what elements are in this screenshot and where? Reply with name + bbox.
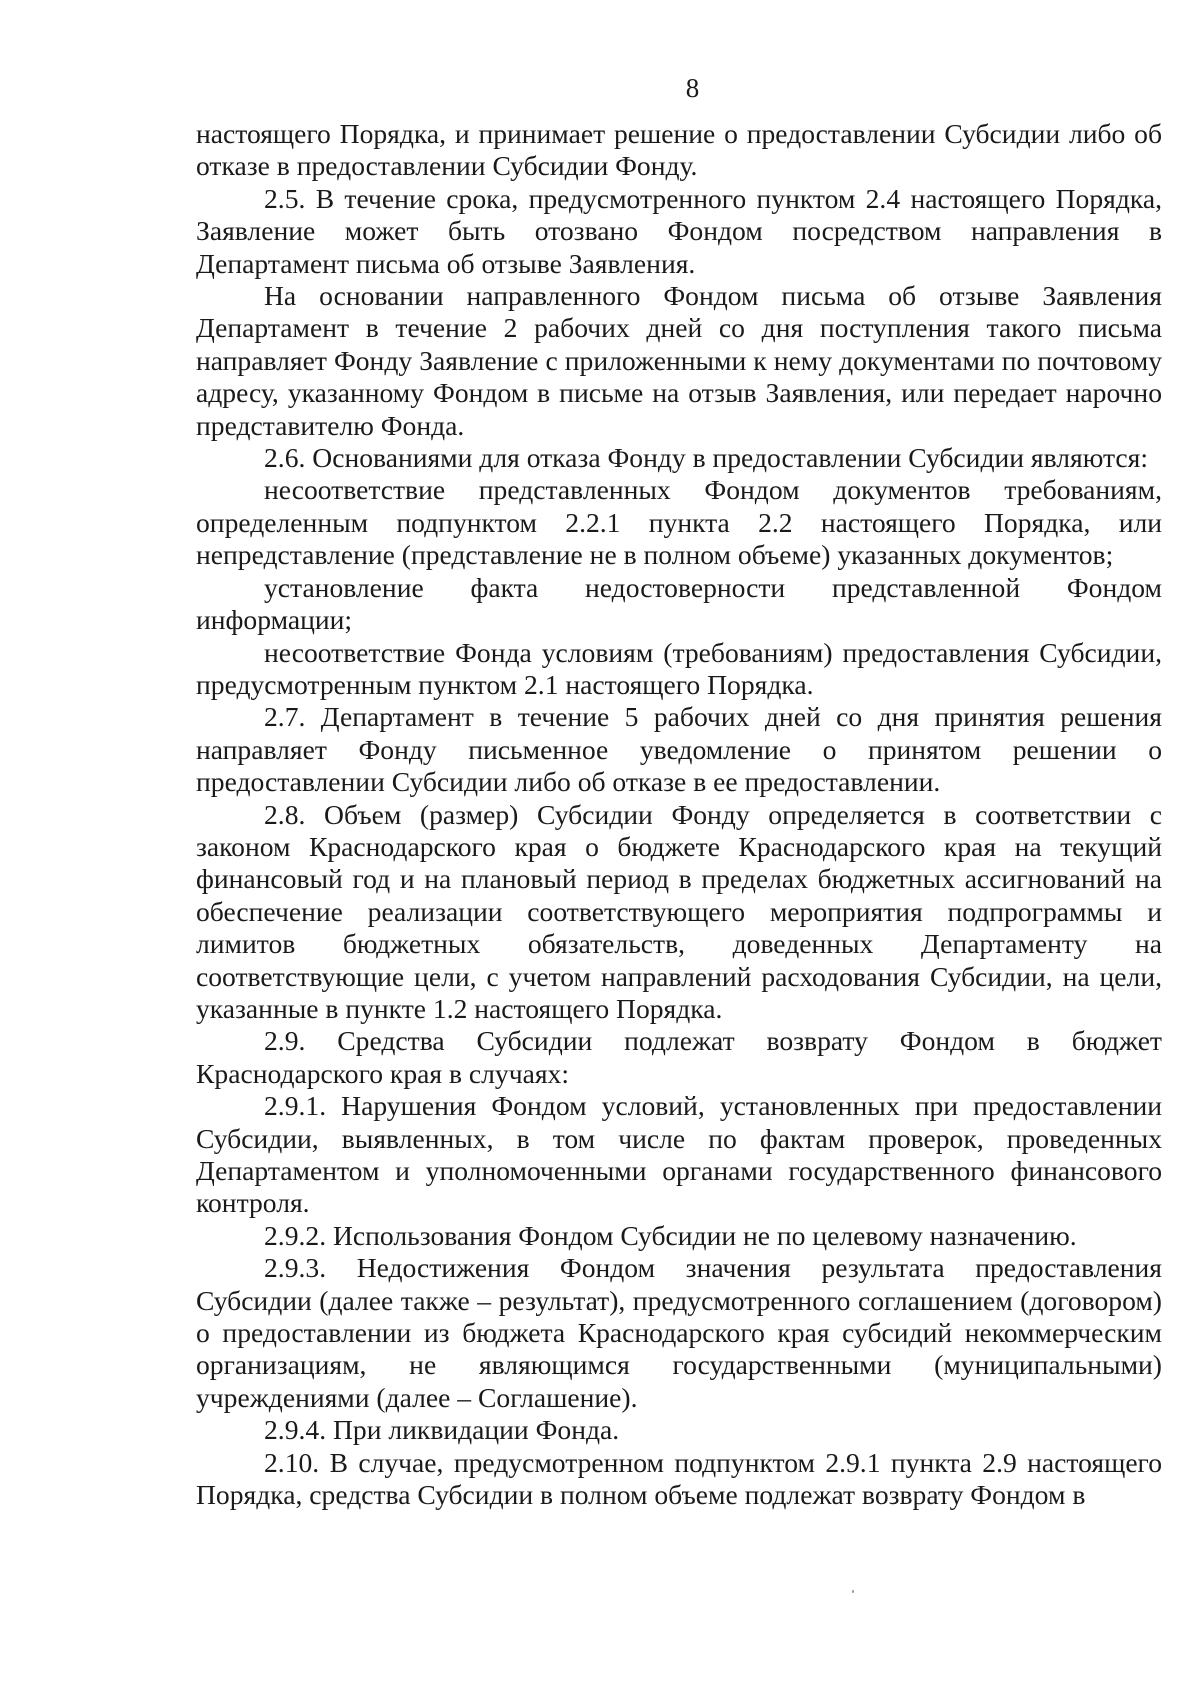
paragraph-withdrawal: На основании направленного Фондом письма об отзыве Заявления Департамент в течение 2 рабочих дней со дня поступления такого письма направляет Фонду Заявление с приложенными к нему документами по почтовому адресу, указанному Фондом в письме на отзыв Заявления, или передает нарочно представителю Фонда.: [196, 280, 1162, 441]
paragraph-2-8: 2.8. Объем (размер) Субсидии Фонду определяется в соответствии с законом Краснодарского края о бюджете Краснодарского края на текущий финансовый год и на плановый период в пределах бюджетных ассигнований на обеспечение реализации соответствующего мероприятия подпрограммы и лимитов бюджетных обязательств, доведенных Департаменту на соответствующие цели, с учетом направлений расходования Субсидии, на цели, указанные в пункте 1.2 настоящего Порядка.: [196, 798, 1162, 1024]
paragraph-2-9-2: 2.9.2. Использования Фондом Субсидии не по целевому назначению.: [264, 1219, 1077, 1251]
paragraph-2-7: 2.7. Департамент в течение 5 рабочих дней со дня принятия решения направляет Фонду письменное уведомление о принятом решении о предоставлении Субсидии либо об отказе в ее предоставлении.: [196, 701, 1162, 798]
paragraph-continuation: настоящего Порядка, и принимает решение о предоставлении Субсидии либо об отказе в предоставлении Субсидии Фонду.: [196, 118, 1162, 182]
list-item-unreliable-info: установление факта недостоверности представленной Фондом информации;: [196, 571, 1162, 636]
scan-speck: [852, 1590, 854, 1593]
list-item-nonconformity-documents: несоответствие представленных Фондом документов требованиям, определенным подпунктом 2.2.1 пункта 2.2 настоящего Порядка, или непредставление (представление не в полном объеме) указанных документов;: [196, 474, 1162, 571]
paragraph-2-9-3: 2.9.3. Недостижения Фондом значения результата предоставления Субсидии (далее также – результат), предусмотренного соглашением (договором) о предоставлении из бюджета Краснодарского края субсидий некоммерческим организациям, не являющимся государственными (муниципальными) учреждениями (далее – Соглашение).: [196, 1252, 1162, 1413]
paragraph-2-9-4: 2.9.4. При ликвидации Фонда.: [264, 1414, 620, 1446]
paragraph-2-5: 2.5. В течение срока, предусмотренного пунктом 2.4 настоящего Порядка, Заявление может быть отозвано Фондом посредством направления в Департамент письма об отзыве Заявления.: [196, 182, 1162, 279]
page-number: 8: [685, 73, 700, 103]
list-item-nonconformity-fund: несоответствие Фонда условиям (требованиям) предоставления Субсидии, предусмотренным пунктом 2.1 настоящего Порядка.: [196, 636, 1162, 700]
paragraph-2-9-1: 2.9.1. Нарушения Фондом условий, установленных при предоставлении Субсидии, выявленных, в том числе по фактам проверок, проведенных Департаментом и уполномоченными органами государственного финансового контроля.: [196, 1090, 1162, 1219]
paragraph-2-10: 2.10. В случае, предусмотренном подпунктом 2.9.1 пункта 2.9 настоящего Порядка, средства Субсидии в полном объеме подлежат возврату Фондом в: [196, 1446, 1162, 1511]
paragraph-2-9: 2.9. Средства Субсидии подлежат возврату Фондом в бюджет Краснодарского края в случаях:: [196, 1025, 1162, 1089]
paragraph-2-6: 2.6. Основаниями для отказа Фонду в предоставлении Субсидии являются:: [264, 442, 1148, 474]
document-body: [196, 118, 1162, 1511]
